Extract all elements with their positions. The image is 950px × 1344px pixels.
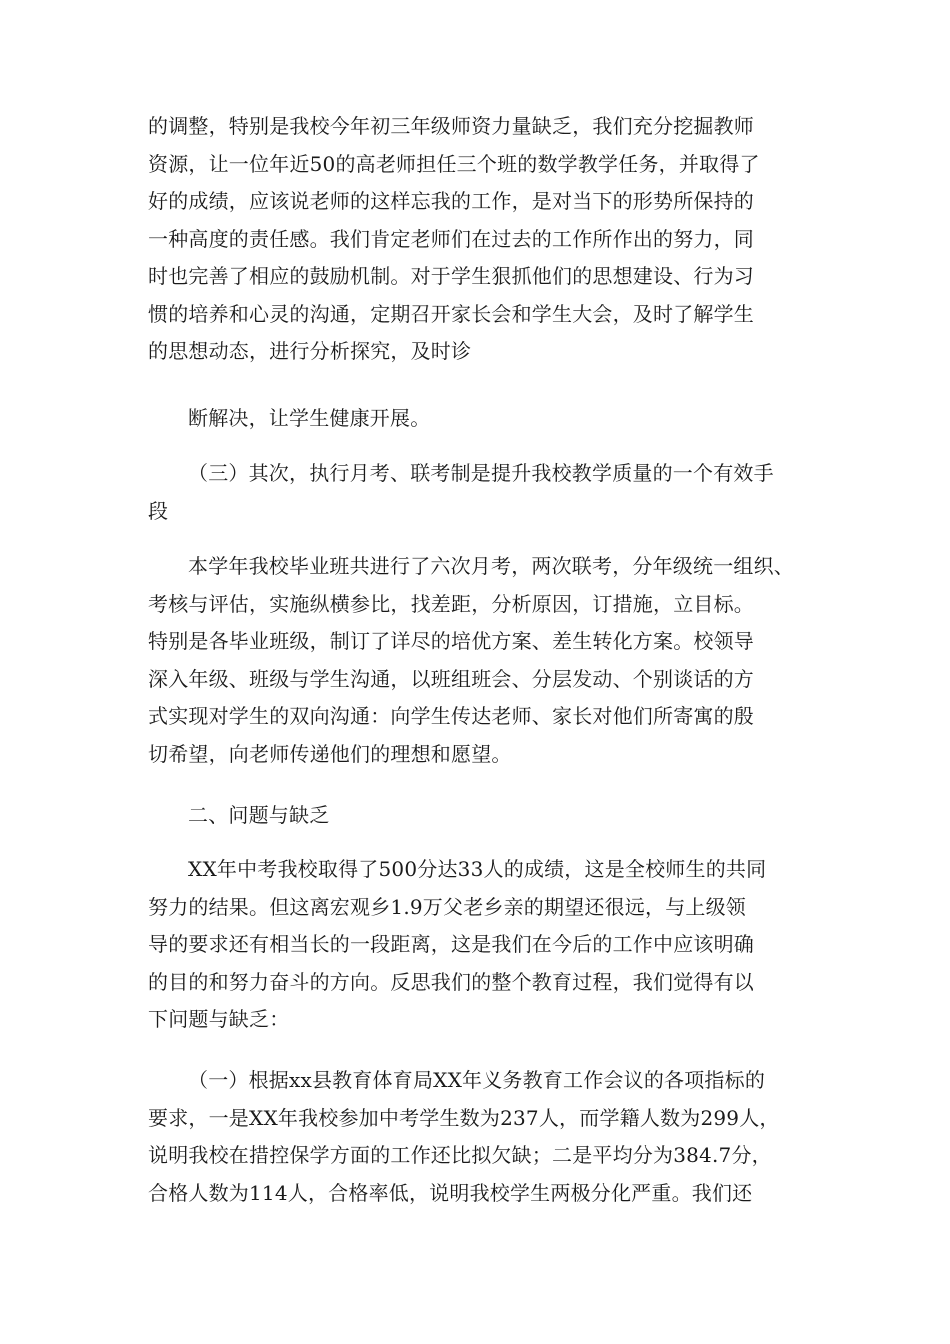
paragraph-2 (148, 400, 838, 438)
text-line: 时也完善了相应的鼓励机制。对于学生狠抓他们的思想建设、行为习 (148, 264, 754, 288)
text-line: 的调整，特别是我校今年初三年级师资力量缺乏，我们充分挖掘教师 (148, 114, 754, 138)
text-line: 二、问题与缺乏 (188, 803, 330, 827)
text-line: XX年中考我校取得了500分达33人的成绩，这是全校师生的共同 (188, 857, 767, 881)
text-line: 要求，一是XX年我校参加中考学生数为237人，而学籍人数为299人， (148, 1105, 780, 1130)
text-line: 资源，让一位年近50的高老师担任三个班的数学教学任务，并取得了 (148, 151, 760, 176)
text-line: 段 (148, 498, 169, 523)
text-line: 努力的结果。但这离宏观乡1.9万父老乡亲的期望还很远，与上级领 (148, 894, 747, 919)
text-line: 考核与评估，实施纵横参比，找差距，分析原因，订措施，立目标。 (148, 591, 754, 616)
text-line: 的思想动态，进行分析探究，及时诊 (148, 339, 472, 363)
text-line: 导的要求还有相当长的一段距离，这是我们在今后的工作中应该明确 (148, 932, 754, 956)
text-line: 特别是各毕业班级，制订了详尽的培优方案、差生转化方案。校领导 (148, 629, 754, 653)
text-line: 说明我校在措控保学方面的工作还比拟欠缺；二是平均分为384.7分， (148, 1143, 772, 1167)
text-line: 本学年我校毕业班共进行了六次月考，两次联考，分年级统一组织、 (188, 554, 794, 578)
text-line: 切希望，向老师传递他们的理想和愿望。 (148, 741, 512, 766)
text-line: 式实现对学生的双向沟通：向学生传达老师、家长对他们所寄寓的殷 (148, 704, 754, 728)
section-heading (148, 797, 838, 835)
paragraph-3-heading (148, 455, 838, 530)
paragraph-1 (148, 108, 838, 371)
paragraph-7 (148, 1062, 838, 1212)
text-line: （一）根据xx县教育体育局XX年义务教育工作会议的各项指标的 (188, 1068, 766, 1092)
text-line: 合格人数为114人，合格率低，说明我校学生两极分化严重。我们还 (148, 1180, 753, 1205)
text-line: 惯的培养和心灵的沟通，定期召开家长会和学生大会，及时了解学生 (148, 301, 754, 326)
paragraph-4 (148, 548, 838, 773)
text-line: （三）其次，执行月考、联考制是提升我校教学质量的一个有效手 (188, 461, 774, 485)
text-line: 下问题与缺乏： (148, 1007, 290, 1031)
text-line: 好的成绩，应该说老师的这样忘我的工作，是对当下的形势所保持的 (148, 189, 754, 213)
text-line: 断解决，让学生健康开展。 (188, 406, 431, 430)
text-line: 深入年级、班级与学生沟通，以班组班会、分层发动、个别谈话的方 (148, 666, 754, 691)
paragraph-6 (148, 851, 838, 1039)
text-line: 的目的和努力奋斗的方向。反思我们的整个教育过程，我们觉得有以 (148, 969, 754, 994)
text-line: 一种高度的责任感。我们肯定老师们在过去的工作所作出的努力，同 (148, 226, 754, 251)
